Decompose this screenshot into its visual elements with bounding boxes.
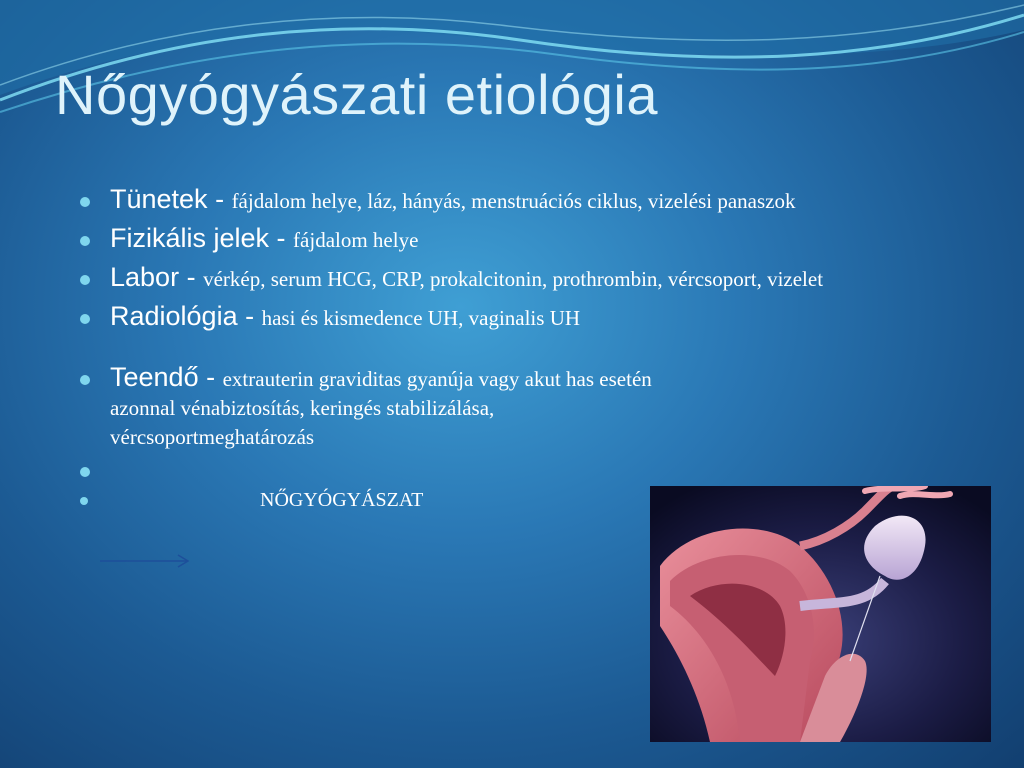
bullet-text: extrauterin graviditas gyanúja vagy akut has esetén azonnal vénabiztosítás, keringés stabilizálása, vércsoportmeghatározás	[110, 367, 652, 449]
bullet-label: Teendő	[110, 362, 199, 392]
bullet-label: Radiológia	[110, 301, 238, 331]
arrow-target-label: NŐGYÓGYÁSZAT	[260, 489, 424, 511]
bullet-separator: -	[237, 301, 262, 331]
bullet-label: Tünetek	[110, 184, 208, 214]
bullet-dot-icon	[80, 197, 90, 207]
bullet-dot-icon	[80, 375, 90, 385]
bullet-text: hasi és kismedence UH, vaginalis UH	[261, 306, 581, 330]
bullet-text: vérkép, serum HCG, CRP, prokalcitonin, prothrombin, vércsoport, vizelet	[203, 267, 824, 291]
bullet-list	[80, 186, 840, 523]
right-arrow-icon	[100, 553, 192, 569]
bullet-item-labor	[80, 264, 840, 295]
bullet-label: Fizikális jelek	[110, 223, 270, 253]
uterus-illustration	[650, 486, 991, 742]
bullet-item-radiologia	[80, 303, 840, 334]
bullet-item-fizikalis-jelek	[80, 225, 840, 256]
bullet-item-empty	[80, 461, 840, 481]
bullet-separator: -	[198, 362, 223, 392]
bullet-separator: -	[207, 184, 232, 214]
bullet-label: Labor	[110, 262, 180, 292]
bullet-separator: -	[179, 262, 204, 292]
bullet-dot-icon	[80, 314, 90, 324]
bullet-text: fájdalom helye, láz, hányás, menstruációs ciklus, vizelési panaszok	[231, 189, 796, 213]
bullet-dot-icon	[80, 275, 90, 285]
bullet-dot-icon	[80, 467, 90, 477]
bullet-separator: -	[269, 223, 294, 253]
bullet-item-tunetek	[80, 186, 840, 217]
bullet-dot-icon	[80, 236, 90, 246]
bullet-dot-icon	[80, 497, 88, 505]
bullet-text: fájdalom helye	[293, 228, 419, 252]
bullet-item-teendo	[80, 364, 670, 453]
slide-title: Nőgyógyászati etiológia	[55, 63, 658, 126]
